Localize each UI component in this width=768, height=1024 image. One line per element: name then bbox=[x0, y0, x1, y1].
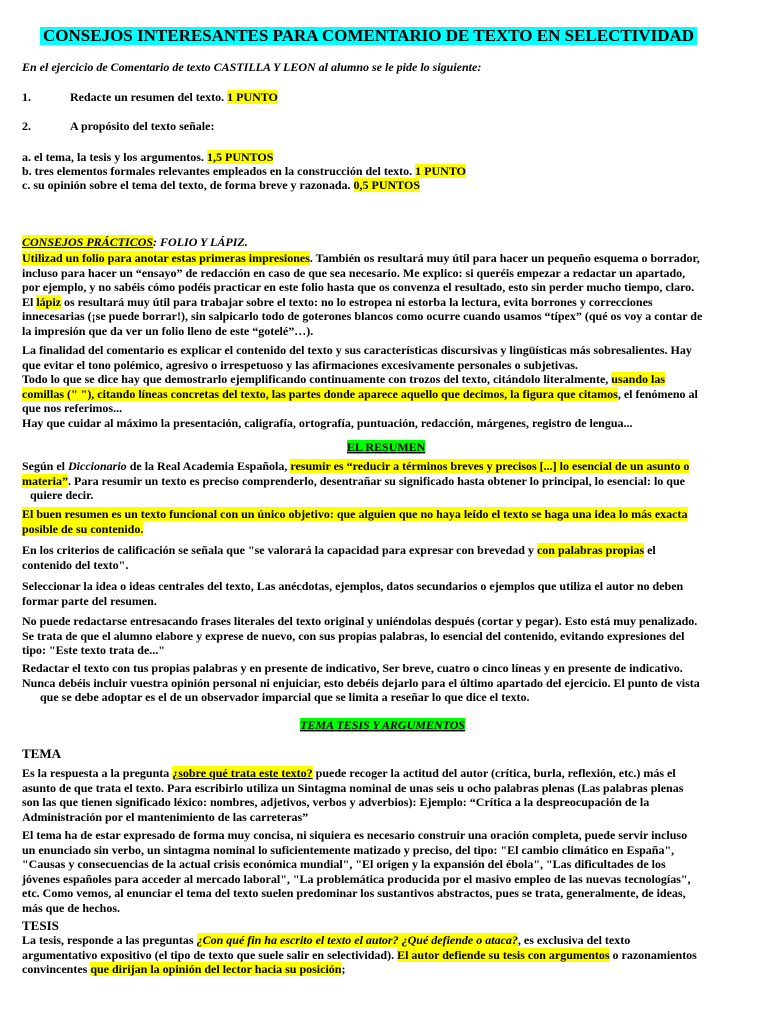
resumen-paragraph-3 bbox=[22, 543, 656, 572]
line-text: Según el bbox=[22, 459, 69, 473]
text-line bbox=[22, 766, 683, 781]
subitem-a bbox=[22, 150, 273, 165]
text-line bbox=[22, 251, 702, 266]
line-text: de la Real Academia Española, bbox=[126, 459, 291, 473]
line-text: El bbox=[22, 294, 37, 309]
tema-section-heading-text: TEMA TESIS Y ARGUMENTOS bbox=[300, 718, 466, 732]
subitem-points: 0,5 PUNTOS bbox=[353, 178, 420, 192]
item-number: 1. bbox=[22, 90, 31, 104]
highlight-text: con palabras propias bbox=[536, 543, 645, 557]
text-line: No puede redactarse entresacando frases literales del texto original y uniéndolas después (cortar y pegar). Esto está muy penalizado. bbox=[22, 614, 698, 628]
text-line bbox=[22, 295, 702, 310]
highlight-text: ¿Con qué fin ha escrito el texto el autor? ¿Qué defiende o ataca? bbox=[196, 933, 518, 947]
text-line: Nunca debéis incluir vuestra opinión personal ni enjuiciar, esto debéis dejarlo para el último apartado del ejercicio. El punto de vista bbox=[22, 675, 700, 690]
highlight-text: El autor defiende su tesis con argumentos bbox=[397, 947, 610, 962]
italic-text: Diccionario bbox=[68, 459, 127, 473]
text-line: más que de hechos. bbox=[22, 900, 121, 915]
text-line: Hay que cuidar al máximo la presentación, caligrafía, ortografía, puntuación, redacción, márgenes, registro de lengua... bbox=[22, 415, 633, 430]
text-line: jóvenes españoles para acceder al mercado laboral", "La problemática producida por el masivo empleo de las nuevas tecnologías", bbox=[22, 871, 691, 886]
text-line: quiere decir. bbox=[30, 488, 94, 503]
text-line: por ejemplo, y no sabéis cómo podéis practicar en este folio hasta que os convenza el resultado, esto sin perder mucho tiempo, claro. bbox=[22, 280, 695, 295]
text-line: Administración por el mantenimiento de las carreteras” bbox=[22, 809, 309, 824]
resumen-heading-text: EL RESUMEN bbox=[347, 440, 426, 454]
text-line bbox=[22, 474, 689, 489]
resumen-paragraph-5 bbox=[22, 614, 697, 658]
tema-paragraph-1 bbox=[22, 766, 683, 824]
line-text: , el fenómeno al bbox=[617, 386, 698, 401]
item-1 bbox=[22, 90, 278, 105]
text-line: que nos referimos... bbox=[22, 401, 123, 416]
item-number: 2. bbox=[22, 119, 31, 133]
page-title: CONSEJOS INTERESANTES PARA COMENTARIO DE TEXTO EN SELECTIVIDAD bbox=[40, 27, 697, 45]
text-line: la impresión que da ver un folio lleno de este “gotelé”…). bbox=[22, 323, 314, 338]
highlight-text: materia” bbox=[22, 473, 68, 488]
highlight-text: Utilizad un folio para anotar estas primeras impresiones bbox=[22, 251, 310, 265]
text-line: que evitar el tono polémico, agresivo o irrespetuoso y las afirmaciones excesivamente personales o subjetivas. bbox=[22, 357, 578, 372]
item-text: Redacte un resumen del texto. bbox=[70, 90, 228, 104]
tema-label: TEMA bbox=[22, 746, 61, 761]
resumen-paragraph-1 bbox=[22, 459, 689, 503]
subitem-text: c. su opinión sobre el tema del texto, de forma breve y razonada. bbox=[22, 178, 354, 192]
highlight-text: usando las bbox=[611, 372, 665, 387]
consejos-heading-rest: : FOLIO Y LÁPIZ. bbox=[153, 235, 248, 249]
line-text: el bbox=[644, 543, 656, 557]
text-line bbox=[22, 948, 697, 963]
resumen-paragraph-6 bbox=[22, 661, 700, 705]
text-line: formar parte del resumen. bbox=[22, 593, 157, 608]
text-line: tipo: "Este texto trata de..." bbox=[22, 643, 165, 658]
text-line: etc. Como vemos, al enunciar el tema del texto suelen predominar los sustantivos abstractos, pues se trata, generalmente, de ideas, bbox=[22, 886, 686, 901]
consejos-heading bbox=[22, 235, 248, 250]
item-2 bbox=[22, 119, 215, 134]
line-text: En los criterios de calificación se señala que "se valorará la capacidad para expresar con brevedad y bbox=[22, 543, 537, 557]
subitem-points: 1,5 PUNTOS bbox=[206, 150, 274, 164]
line-text: Es la respuesta a la pregunta bbox=[22, 766, 173, 780]
highlight-text: posible de su contenido. bbox=[22, 521, 144, 536]
line-text: Todo lo que se dice hay que demostrarlo ejemplificando continuamente con trozos del texto, citándolo literalmente, bbox=[22, 372, 612, 387]
text-line bbox=[22, 387, 698, 402]
line-text: o razonamientos bbox=[609, 947, 697, 962]
text-line: son las que tienen significado léxico: nombres, adjetivos, verbos y adverbios): Ejemplo: “Crítica a la despreocupación de la bbox=[22, 795, 650, 810]
text-line bbox=[22, 962, 697, 977]
text-line bbox=[22, 933, 697, 948]
resumen-paragraph-4 bbox=[22, 579, 683, 608]
text-line: Se trata de que el alumno elabore y exprese de nuevo, con sus propias palabras, lo esencial del contenido, evitando expresiones del bbox=[22, 628, 685, 643]
subitem-text: b. tres elementos formales relevantes empleados en la construcción del texto. bbox=[22, 164, 416, 178]
subitem-c bbox=[22, 178, 420, 193]
text-line bbox=[22, 522, 688, 537]
highlight-text: El buen resumen es un texto funcional con un único objetivo: que alguien que no haya leído el texto se haga una idea lo más exacta bbox=[22, 507, 688, 521]
line-text: ; bbox=[341, 962, 346, 977]
text-line bbox=[22, 459, 689, 474]
text-line: contenido del texto". bbox=[22, 557, 129, 572]
highlight-text: ¿sobre qué trata este texto? bbox=[172, 766, 313, 780]
subitem-points: 1 PUNTO bbox=[415, 164, 466, 178]
text-line bbox=[22, 507, 688, 522]
text-line: incluso para hacer un “ensayo” de redacción en caso de que sea necesario. Me explico: si queréis empezar a redactar un apartado, bbox=[22, 265, 686, 280]
text-line: La finalidad del comentario es explicar el contenido del texto y sus características discursivas y lingüísticas más sobresalientes. Hay bbox=[22, 343, 692, 357]
line-text: convincentes bbox=[22, 962, 91, 977]
consejos-paragraph-1 bbox=[22, 251, 702, 339]
resumen-paragraph-2 bbox=[22, 507, 688, 536]
text-line: Seleccionar la idea o ideas centrales del texto, Las anécdotas, ejemplos, datos secundarios o ejemplos que utiliza el autor no deben bbox=[22, 579, 684, 593]
text-line: asunto de que trata el texto. Para escribirlo utiliza un Sintagma nominal de unas seis u ocho palabras plenas (Las palabras plenas bbox=[22, 780, 684, 795]
line-text: La tesis, responde a las preguntas bbox=[22, 933, 197, 947]
line-text: os resultará muy útil para trabajar sobre el texto: no lo estropea ni estorba la lectura, evita borrones y correcciones bbox=[61, 294, 653, 309]
highlight-text: que dirijan la opinión del lector hacia su posición bbox=[90, 962, 342, 977]
text-line bbox=[22, 372, 698, 387]
text-line: El tema ha de estar expresado de forma muy concisa, ni siquiera es necesario construir una oración completa, puede servir incluso bbox=[22, 828, 688, 842]
item-points: 1 PUNTO bbox=[227, 90, 278, 104]
subitem-b bbox=[22, 164, 466, 179]
line-text: . También os resultará muy útil para hacer un pequeño esquema o borrador, bbox=[309, 251, 700, 265]
line-text: argumentativo expositivo (el tipo de texto que suele salir en selectividad). bbox=[22, 947, 398, 962]
consejos-paragraph-2 bbox=[22, 343, 698, 431]
text-line: que se debe adoptar es el de un observador imparcial que se limita a reseñar lo que dice el texto. bbox=[40, 690, 530, 705]
tesis-paragraph bbox=[22, 933, 697, 977]
tema-paragraph-2 bbox=[22, 828, 691, 916]
resumen-heading bbox=[347, 440, 425, 455]
line-text: puede recoger la actitud del autor (crítica, burla, reflexión, etc.) más el bbox=[312, 766, 676, 780]
tema-section-heading bbox=[300, 718, 465, 733]
highlight-text: lápiz bbox=[36, 294, 62, 309]
highlight-text: comillas (" "), citando líneas concretas del texto, las partes donde aparece aquello que decimos, la figura que citamos bbox=[22, 386, 618, 401]
line-text: , es exclusiva del texto bbox=[517, 933, 631, 947]
item-text: A propósito del texto señale: bbox=[70, 119, 215, 133]
text-line bbox=[22, 543, 656, 558]
text-line: innecesarias (¡se puede borrar!), sin salpicarlo todo de goterones blancos como ocurre cuando usamos “típex” (qué os voy a contar de bbox=[22, 309, 703, 324]
subitem-text: a. el tema, la tesis y los argumentos. bbox=[22, 150, 207, 164]
line-text: . Para resumir un texto es preciso comprenderlo, desentrañar su significado hasta obtener lo principal, lo esencial: lo que bbox=[67, 473, 685, 488]
text-line: Redactar el texto con tus propias palabras y en presente de indicativo, Ser breve, cuatro o cinco líneas y en presente de indicativo. bbox=[22, 661, 683, 675]
highlight-text: resumir es “reducir a términos breves y precisos [...] lo esencial de un asunto o bbox=[290, 459, 690, 473]
text-line: "Causas y consecuencias de la actual crisis económica mundial", "El origen y la expansión del ébola", "Las dificultades de los bbox=[22, 857, 666, 872]
item-text-wrap bbox=[70, 90, 278, 105]
tesis-label: TESIS bbox=[22, 918, 59, 933]
consejos-heading-highlight: CONSEJOS PRÁCTICOS bbox=[22, 235, 154, 249]
intro-line: En el ejercicio de Comentario de texto CASTILLA Y LEON al alumno se le pide lo siguiente: bbox=[22, 60, 482, 74]
text-line: un enunciado sin verbo, un sintagma nominal lo suficientemente matizado y preciso, del tipo: "El cambio climático en España", bbox=[22, 842, 675, 857]
